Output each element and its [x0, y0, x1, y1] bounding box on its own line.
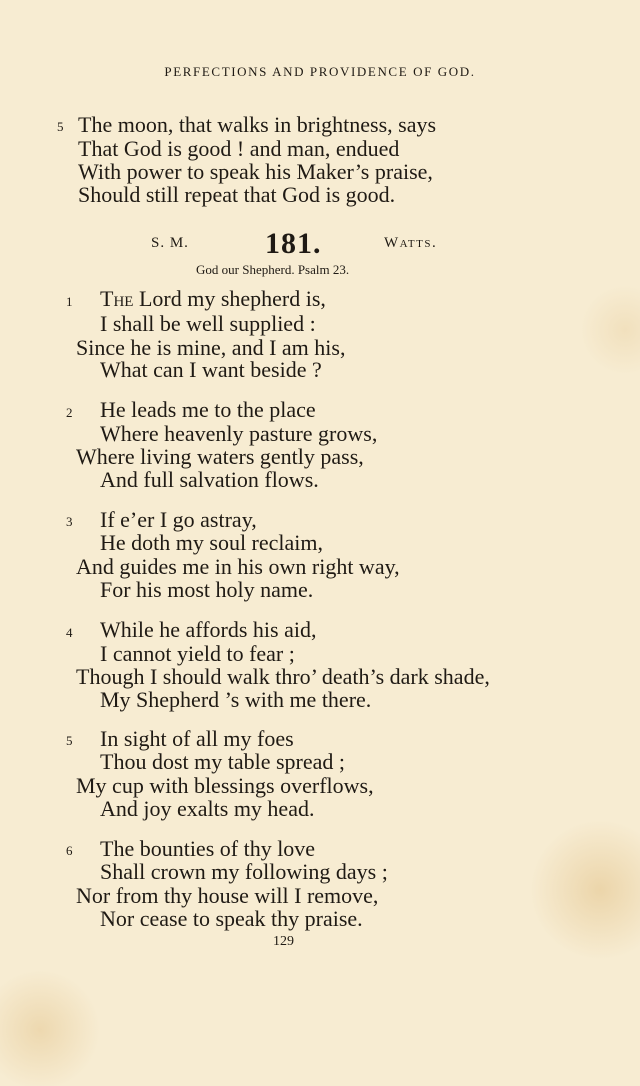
hymn-meter: S. M.: [151, 235, 189, 251]
verse-line: Where living waters gently pass,: [76, 444, 364, 469]
stanza-number: 2: [66, 405, 73, 420]
verse-line: While he affords his aid,: [100, 617, 317, 642]
stanza-number: 6: [66, 843, 73, 858]
verse-line: And full salvation flows.: [100, 467, 319, 492]
verse-line: With power to speak his Maker’s praise,: [78, 159, 433, 184]
verse-line: [100, 287, 326, 311]
verse-line: Shall crown my following days ;: [100, 859, 388, 884]
verse-line: For his most holy name.: [100, 577, 314, 602]
verse-line: In sight of all my foes: [100, 726, 294, 751]
hymn-number: 181.: [265, 227, 322, 260]
stanza-number: 5: [66, 733, 73, 748]
verse-line: What can I want beside ?: [100, 357, 322, 382]
stanza-number: 1: [66, 294, 73, 309]
verse-line: Should still repeat that God is good.: [78, 182, 396, 207]
verse-line: Since he is mine, and I am his,: [76, 335, 346, 360]
verse-line: The bounties of thy love: [100, 836, 316, 861]
verse-line: That God is good ! and man, endued: [78, 136, 400, 161]
hymn-subtitle: God our Shepherd. Psalm 23.: [196, 262, 350, 277]
verse-line: Nor cease to speak thy praise.: [100, 906, 363, 931]
verse-line: Where heavenly pasture grows,: [100, 421, 378, 446]
verse-line-rest: Lord my shepherd is,: [133, 286, 326, 311]
verse-line: He doth my soul reclaim,: [100, 530, 324, 555]
verse-line: And joy exalts my head.: [100, 796, 315, 821]
verse-line: Nor from thy house will I remove,: [76, 883, 379, 908]
verse-line: The moon, that walks in brightness, says: [78, 112, 437, 137]
drop-word: The: [100, 286, 134, 311]
verse-line: My Shepherd ’s with me there.: [100, 687, 372, 712]
verse-line: And guides me in his own right way,: [76, 554, 400, 579]
running-head: PERFECTIONS AND PROVIDENCE OF GOD.: [164, 64, 476, 79]
page-number: 129: [273, 934, 294, 949]
verse-line: I cannot yield to fear ;: [100, 641, 295, 666]
stanza-number: 4: [66, 625, 73, 640]
hymn-author: Watts.: [384, 235, 438, 251]
verse-line: I shall be well supplied :: [100, 311, 316, 336]
verse-line: Thou dost my table spread ;: [100, 749, 346, 774]
verse-line: Though I should walk thro’ death’s dark shade,: [76, 664, 490, 689]
verse-line: My cup with blessings overflows,: [76, 773, 374, 798]
stanza-number: 3: [66, 514, 73, 529]
verse-line: If e’er I go astray,: [100, 507, 257, 532]
verse-line: He leads me to the place: [100, 397, 316, 422]
stanza-number: 5: [57, 119, 64, 134]
hymn-header: [0, 227, 640, 267]
